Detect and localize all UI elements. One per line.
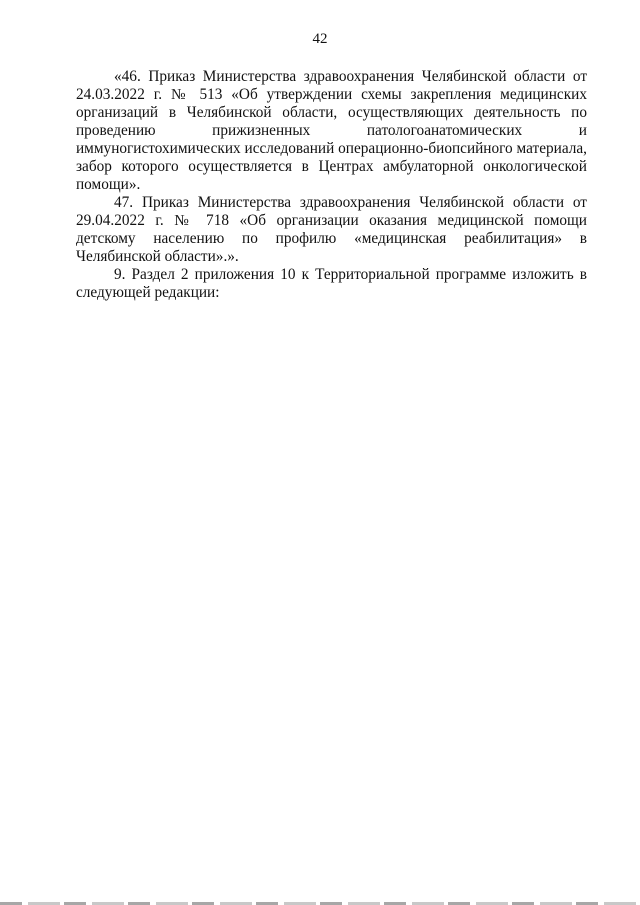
document-body [76, 68, 587, 302]
paragraph-item-46: «46. Приказ Министерства здравоохранения Челябинской области от 24.03.2022 г. № 513 «Об утверждении схемы закрепления медицинских организаций в Челябинской области, осуществляющих деятельность по проведению прижизненных патологоанатомических и иммуногистохимических исследований операционно-биопсийного материала, забор которого осуществляется в Центрах амбулаторной онкологической помощи». [76, 68, 587, 193]
paragraph-item-47: 47. Приказ Министерства здравоохранения Челябинской области от 29.04.2022 г. № 718 «Об организации оказания медицинской помощи детскому населению по профилю «медицинская реабилитация» в Челябинской области».». [76, 194, 587, 265]
page-number: 42 [312, 31, 328, 47]
paragraph-section-9: 9. Раздел 2 приложения 10 к Территориальной программе изложить в следующей редакции: [76, 266, 587, 301]
